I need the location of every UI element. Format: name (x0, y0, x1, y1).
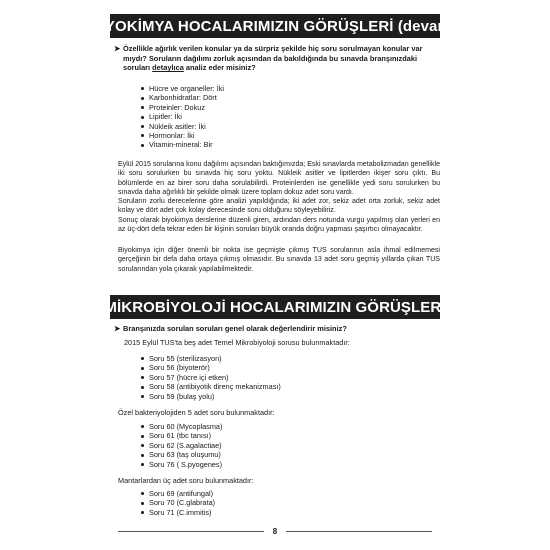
biyokimya-question-part-a: Özellikle ağırlık verilen konular ya da sürpriz şekilde hiç soru sorulmayan konular var mıydı? Soruların dağılımı zorluk açısından da bakıldığında bu sınavda branşınızdaki (123, 44, 423, 63)
list-item: Nükleik asitler: İki (140, 122, 224, 131)
arrow-bullet-icon: ➤ (114, 324, 121, 333)
mikrobiyoloji-intro2: Özel bakteriyolojiden 5 adet soru bulunmaktadır: (118, 408, 275, 417)
list-item: Soru 60 (Mycoplasma) (140, 422, 222, 431)
list-item: Lipitler: İki (140, 112, 224, 121)
list-item: Soru 69 (antifungal) (140, 489, 215, 498)
mikrobiyoloji-section-banner (104, 295, 446, 319)
list-item: Soru 71 (C.immitis) (140, 508, 215, 517)
list-item: Soru 63 (taş oluşumu) (140, 450, 222, 459)
list-item: Hücre ve organeller: İki (140, 84, 224, 93)
footer-rule-right (286, 531, 432, 532)
mikrobiyoloji-group1-list (140, 354, 281, 401)
mikrobiyoloji-group3-list (140, 489, 215, 517)
list-item: Karbonhidratlar: Dört (140, 93, 224, 102)
mikrobiyoloji-question (114, 324, 442, 334)
biyokimya-question-part-b1: soruları (123, 63, 151, 73)
biyokimya-paragraph: Biyokimya için diğer önemli bir nokta ise geçmişte çıkmış TUS sorularının asla ihmal edilmemesi gerçeğinin bir defa daha ortaya çıkmış olmasıdır. Bu sınavda 13 adet soru geçmiş yıllarda çıkan TUS sorularından yola çıkarak yapılabilmektedir. (118, 247, 440, 273)
biyokimya-section-banner (89, 14, 461, 38)
list-item: Soru 70 (C.glabrata) (140, 498, 215, 507)
mikrobiyoloji-intro3: Mantarlardan üç adet soru bulunmaktadır: (118, 476, 254, 485)
footer-rule-left (118, 531, 264, 532)
biyokimya-topic-list (140, 84, 224, 150)
biyokimya-paragraph: Soruların zorlu derecelerine göre analizi yapıldığında; iki adet zor, sekiz adet orta zorluk, sekiz adet kolay ve dört adet çok kolay derecesinde soru olduğunu söyleyebiliriz. (118, 198, 440, 215)
list-item: Soru 59 (bulaş yolu) (140, 392, 281, 401)
biyokimya-question (114, 44, 442, 73)
list-item: Soru 62 (S.agalactiae) (140, 441, 222, 450)
biyokimya-question-part-b3: analiz eder misiniz? (185, 63, 256, 73)
biyokimya-paragraph: Eylül 2015 sorularına konu dağılımı açısından baktığımızda; Eski sınavlarda metabolizmadan genellikle iki soru sorulurken bu sınavda hiç soru yoktu. Nükleik asitler ve lipitlerden ikişer soru çıktı. Bu bölümlerde en az birer soru daha sorulabilirdi. Proteinlerden ise genellikle yedi soru sorulurken bu sınavda daha ağırlıklı bir şekilde olmak üzere toplam dokuz adet soru vardı. (118, 161, 440, 196)
list-item: Hormonlar: İki (140, 131, 224, 140)
mikrobiyoloji-intro: 2015 Eylül TUS'ta beş adet Temel Mikrobiyoloji sorusu bulunmaktadır: (124, 338, 350, 347)
list-item: Soru 61 (tbc tanısı) (140, 431, 222, 440)
mikrobiyoloji-group2-list (140, 422, 222, 469)
list-item: Proteinler: Dokuz (140, 103, 224, 112)
list-item: Soru 56 (biyoterör) (140, 363, 281, 372)
biyokimya-paragraph: Sonuç olarak biyokimya derslerine düzenli giren, ardından ders notunda vurgu yapılmış olan yerleri en az üç-dört defa tekrar eden bir kişinin soruları büyük oranda doğru yapması şaşırtıcı olmayacaktır. (118, 217, 440, 234)
list-item: Vitamin-mineral: Bir (140, 140, 224, 149)
page-number: 8 (272, 527, 278, 536)
arrow-bullet-icon: ➤ (114, 44, 121, 53)
list-item: Soru 58 (antibiyotik direnç mekanizması) (140, 382, 281, 391)
biyokimya-section-title: BİYOKİMYA HOCALARIMIZIN GÖRÜŞLERİ (devamı) (89, 17, 461, 35)
mikrobiyoloji-section-title: MİKROBİYOLOJİ HOCALARIMIZIN GÖRÜŞLERİ (104, 298, 446, 316)
list-item: Soru 57 (hücre içi etken) (140, 373, 281, 382)
list-item: Soru 55 (sterilizasyon) (140, 354, 281, 363)
list-item: Soru 76 ( S.pyogenes) (140, 460, 222, 469)
mikrobiyoloji-question-text: Branşınızda sorulan soruları genel olarak değerlendirir misiniz? (123, 324, 347, 333)
biyokimya-question-emphasis: detaylıca (152, 63, 184, 73)
